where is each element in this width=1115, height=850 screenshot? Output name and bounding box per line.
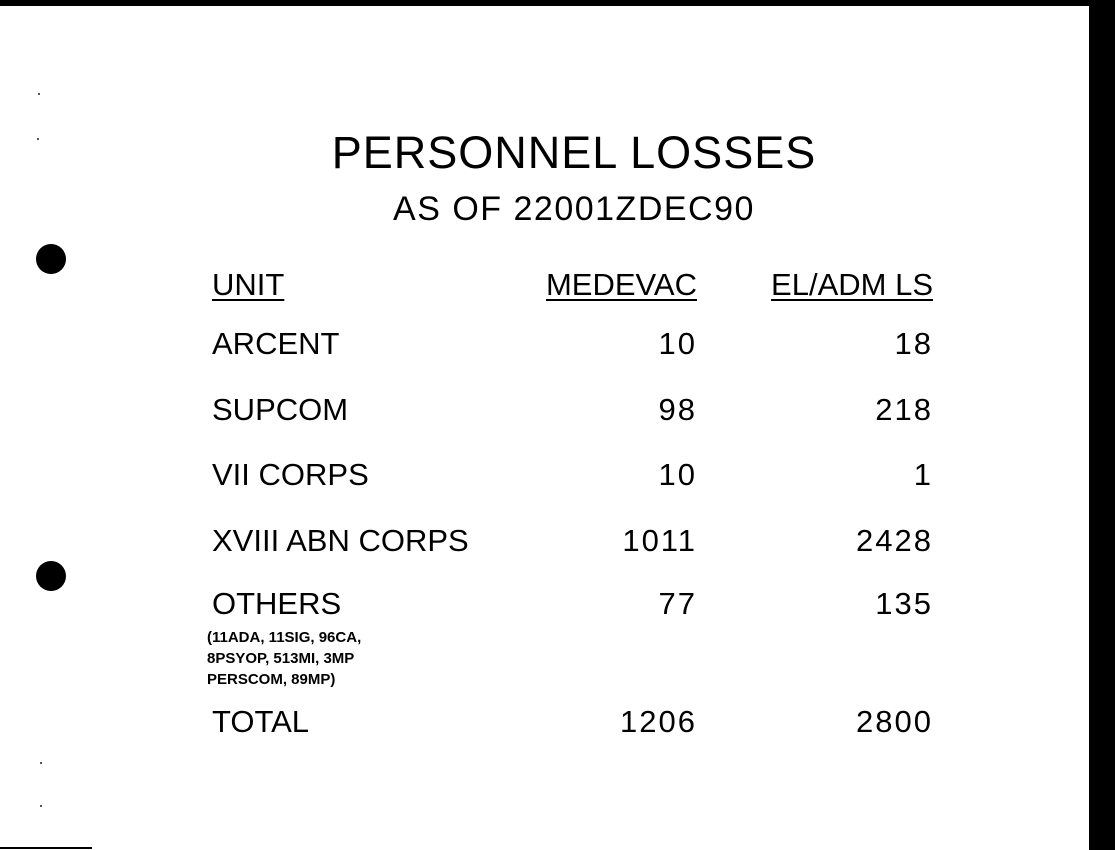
punch-hole [36,244,66,274]
total-medevac-value: 1206 [620,704,697,739]
others-note-line: 8PSYOP, 513MI, 3MP [207,650,355,667]
row-unit-label: VII CORPS [212,457,369,492]
header-medevac: MEDEVAC [545,267,697,302]
others-breakdown-note [207,627,361,690]
row-medevac-value: 10 [658,326,697,361]
row-eladm-value: 1 [913,457,933,492]
row-unit-label: OTHERS [212,586,342,621]
row-eladm-value: 18 [894,326,933,361]
others-note-line: (11ADA, 11SIG, 96CA, [207,629,362,646]
header-eladm: EL/ADM LS [771,267,933,302]
row-medevac-value: 77 [658,586,697,621]
scan-speck [40,805,42,807]
row-unit-label: XVIII ABN CORPS [212,523,469,558]
row-medevac-value: 1011 [622,523,697,558]
header-unit: UNIT [212,267,285,302]
slide-subtitle: AS OF 22001ZDEC90 [393,190,755,228]
row-unit-label: SUPCOM [212,392,349,427]
row-unit-label: ARCENT [212,326,340,361]
row-medevac-value: 10 [658,457,697,492]
row-medevac-value: 98 [658,392,697,427]
row-eladm-value: 218 [875,392,933,427]
row-eladm-value: 2428 [856,523,933,558]
scan-speck [40,762,42,764]
punch-hole [36,561,66,591]
scan-speck [38,93,40,95]
total-label: TOTAL [212,704,310,739]
row-eladm-value: 135 [875,586,933,621]
top-border [0,0,1115,6]
others-note-line: PERSCOM, 89MP) [207,671,336,688]
bottom-left-border [0,847,92,849]
slide-title: PERSONNEL LOSSES [331,127,817,178]
total-eladm-value: 2800 [856,704,933,739]
